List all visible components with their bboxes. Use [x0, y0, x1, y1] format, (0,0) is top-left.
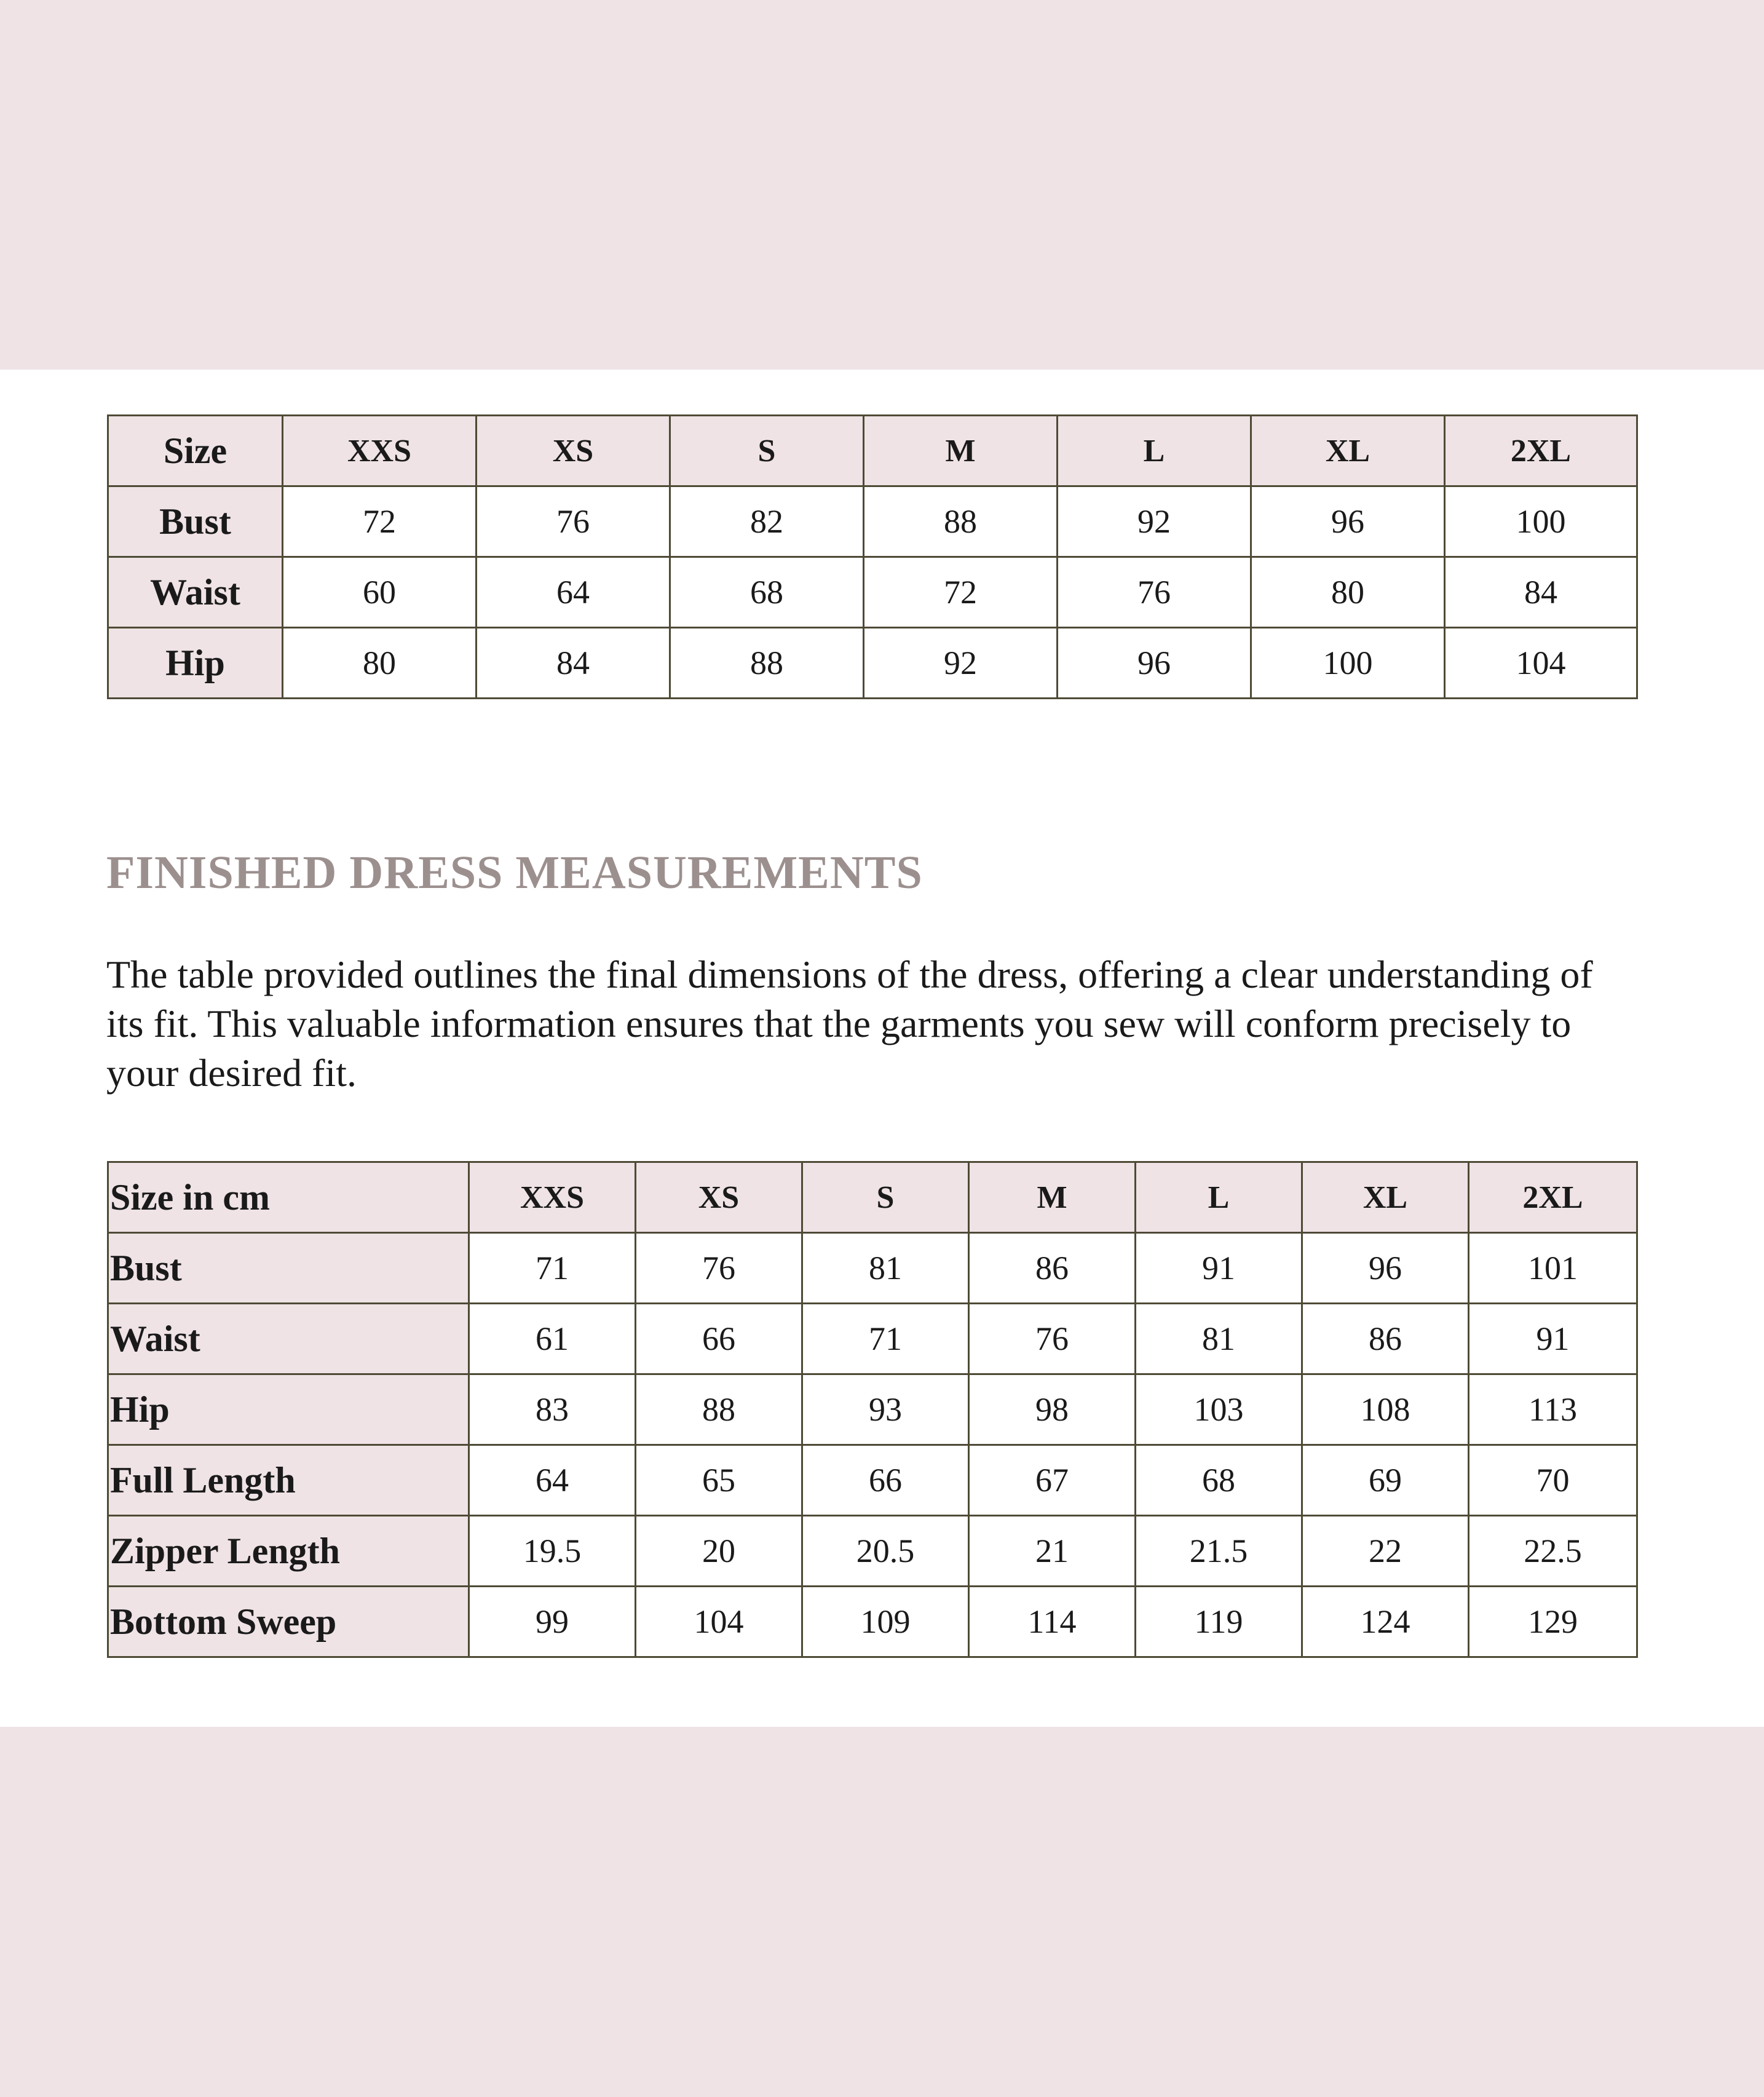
table-cell: 104 [636, 1587, 802, 1657]
header-cell: L [1136, 1162, 1302, 1233]
table-cell: 91 [1469, 1304, 1637, 1374]
table-row [108, 486, 1637, 557]
table-cell: 124 [1302, 1587, 1469, 1657]
table-row [108, 1304, 1637, 1374]
row-label: Bust [108, 486, 283, 557]
table-cell: 68 [1136, 1445, 1302, 1516]
table-cell: 21.5 [1136, 1516, 1302, 1587]
header-cell: L [1058, 416, 1251, 486]
table-row [108, 628, 1637, 699]
table-cell: 67 [969, 1445, 1136, 1516]
row-label: Zipper Length [108, 1516, 469, 1587]
table-cell: 96 [1058, 628, 1251, 699]
header-cell: XL [1302, 1162, 1469, 1233]
table-cell: 119 [1136, 1587, 1302, 1657]
finished-measurements-table [107, 1161, 1638, 1658]
table-cell: 22 [1302, 1516, 1469, 1587]
table-cell: 64 [469, 1445, 636, 1516]
table-cell: 64 [477, 557, 670, 628]
table-cell: 76 [1058, 557, 1251, 628]
table-cell: 109 [802, 1587, 969, 1657]
header-cell: 2XL [1445, 416, 1637, 486]
table-header-row [108, 1162, 1637, 1233]
table-header-row [108, 416, 1637, 486]
table-cell: 108 [1302, 1374, 1469, 1445]
section-description: The table provided outlines the final dimensions of the dress, offering a clear understanding of its fit. This valuable information ensures that the garments you sew will conform precisely to your desired fit. [106, 953, 1593, 1095]
row-label: Full Length [108, 1445, 469, 1516]
table-cell: 91 [1136, 1233, 1302, 1304]
table-cell: 100 [1445, 486, 1637, 557]
table-cell: 101 [1469, 1233, 1637, 1304]
table-cell: 76 [636, 1233, 802, 1304]
table-cell: 72 [864, 557, 1058, 628]
table-cell: 92 [1058, 486, 1251, 557]
row-label: Waist [108, 1304, 469, 1374]
table-cell: 84 [1445, 557, 1637, 628]
table-cell: 92 [864, 628, 1058, 699]
table-cell: 93 [802, 1374, 969, 1445]
header-cell: Size [108, 416, 283, 486]
header-cell: XXS [283, 416, 477, 486]
table-cell: 100 [1251, 628, 1445, 699]
table-row [108, 1587, 1637, 1657]
table-cell: 88 [864, 486, 1058, 557]
table-cell: 68 [670, 557, 864, 628]
row-label: Hip [108, 628, 283, 699]
header-cell: XL [1251, 416, 1445, 486]
table-cell: 60 [283, 557, 477, 628]
table-cell: 114 [969, 1587, 1136, 1657]
table-cell: 21 [969, 1516, 1136, 1587]
table-cell: 65 [636, 1445, 802, 1516]
header-cell: XS [636, 1162, 802, 1233]
table-cell: 113 [1469, 1374, 1637, 1445]
table-cell: 81 [1136, 1304, 1302, 1374]
table-row [108, 1516, 1637, 1587]
table-cell: 72 [283, 486, 477, 557]
table-cell: 82 [670, 486, 864, 557]
header-cell: XS [477, 416, 670, 486]
row-label: Waist [108, 557, 283, 628]
table-cell: 83 [469, 1374, 636, 1445]
table-cell: 61 [469, 1304, 636, 1374]
table-cell: 103 [1136, 1374, 1302, 1445]
table-cell: 81 [802, 1233, 969, 1304]
table-row [108, 1445, 1637, 1516]
header-cell: Size in cm [108, 1162, 469, 1233]
document-page [0, 370, 1764, 1727]
table-cell: 96 [1251, 486, 1445, 557]
table-cell: 66 [636, 1304, 802, 1374]
table-cell: 80 [283, 628, 477, 699]
header-cell: M [864, 416, 1058, 486]
table-cell: 20 [636, 1516, 802, 1587]
table-cell: 88 [636, 1374, 802, 1445]
table-row [108, 1233, 1637, 1304]
table-cell: 98 [969, 1374, 1136, 1445]
table-cell: 22.5 [1469, 1516, 1637, 1587]
table-cell: 71 [802, 1304, 969, 1374]
table-cell: 71 [469, 1233, 636, 1304]
table-cell: 99 [469, 1587, 636, 1657]
header-cell: S [802, 1162, 969, 1233]
table-cell: 104 [1445, 628, 1637, 699]
header-cell: 2XL [1469, 1162, 1637, 1233]
table-cell: 20.5 [802, 1516, 969, 1587]
row-label: Bottom Sweep [108, 1587, 469, 1657]
row-label: Bust [108, 1233, 469, 1304]
table-cell: 129 [1469, 1587, 1637, 1657]
table-cell: 76 [969, 1304, 1136, 1374]
table-cell: 86 [969, 1233, 1136, 1304]
table-cell: 69 [1302, 1445, 1469, 1516]
table-cell: 19.5 [469, 1516, 636, 1587]
table-cell: 84 [477, 628, 670, 699]
header-cell: S [670, 416, 864, 486]
table-cell: 66 [802, 1445, 969, 1516]
table-row [108, 1374, 1637, 1445]
table-row [108, 557, 1637, 628]
table-cell: 80 [1251, 557, 1445, 628]
table-cell: 86 [1302, 1304, 1469, 1374]
header-cell: M [969, 1162, 1136, 1233]
table-cell: 70 [1469, 1445, 1637, 1516]
table-cell: 76 [477, 486, 670, 557]
section-heading: FINISHED DRESS MEASUREMENTS [106, 847, 923, 898]
table-cell: 96 [1302, 1233, 1469, 1304]
table-cell: 88 [670, 628, 864, 699]
body-measurements-table [107, 414, 1638, 699]
row-label: Hip [108, 1374, 469, 1445]
header-cell: XXS [469, 1162, 636, 1233]
